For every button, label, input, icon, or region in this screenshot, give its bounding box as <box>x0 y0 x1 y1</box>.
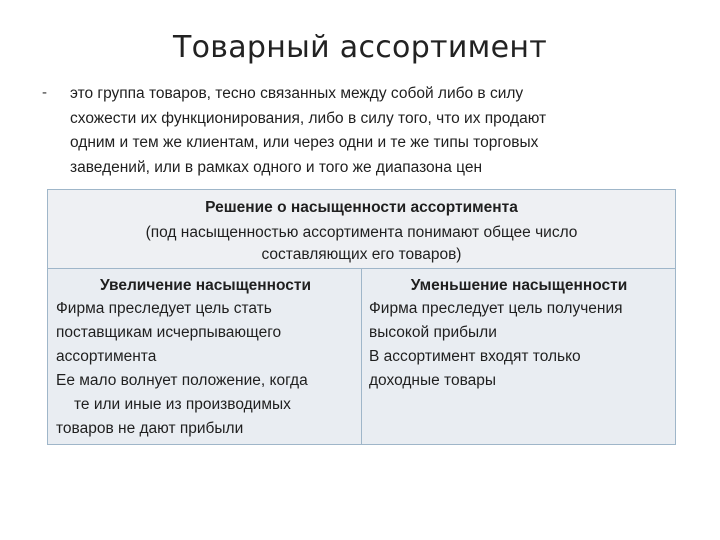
increase-column-title: Увеличение насыщенности <box>99 277 312 294</box>
increase-line: Фирма преследует цель стать <box>56 300 272 317</box>
increase-line: товаров не дают прибыли <box>56 420 244 437</box>
definition-line: одним и тем же клиентам, или через одни и те же типы торговых <box>70 134 539 151</box>
increase-column <box>48 269 362 444</box>
definition-line: заведений, или в рамках одного и того же диапазона цен <box>70 158 482 176</box>
saturation-table <box>47 189 676 445</box>
definition-line: схожести их функционирования, либо в силу того, что их продают <box>70 109 547 127</box>
decrease-line: высокой прибыли <box>369 324 497 341</box>
slide-title: Товарный ассортимент <box>172 30 548 65</box>
increase-line: ассортимента <box>56 348 157 365</box>
table-header-note-line: (под насыщенностью ассортимента понимают общее число <box>145 224 578 241</box>
table-header <box>48 190 675 269</box>
definition-bullet: - <box>42 84 47 101</box>
table-header-note <box>88 222 635 266</box>
decrease-line: В ассортимент входят только <box>369 348 581 365</box>
table-header-note-line: составляющих его товаров) <box>261 246 462 263</box>
table-header-title: Решение о насыщенности ассортимента <box>205 199 518 216</box>
decrease-column <box>362 269 675 444</box>
definition-line: это группа товаров, тесно связанных между собой либо в силу <box>70 85 524 102</box>
increase-line: поставщикам исчерпывающего <box>56 324 282 341</box>
decrease-column-title: Уменьшение насыщенности <box>410 277 628 294</box>
definition-text <box>70 82 645 180</box>
increase-line: те или иные из производимых <box>74 396 291 413</box>
decrease-line: доходные товары <box>369 372 497 389</box>
increase-line: Ее мало волнует положение, когда <box>56 372 308 389</box>
decrease-line: Фирма преследует цель получения <box>369 300 623 317</box>
